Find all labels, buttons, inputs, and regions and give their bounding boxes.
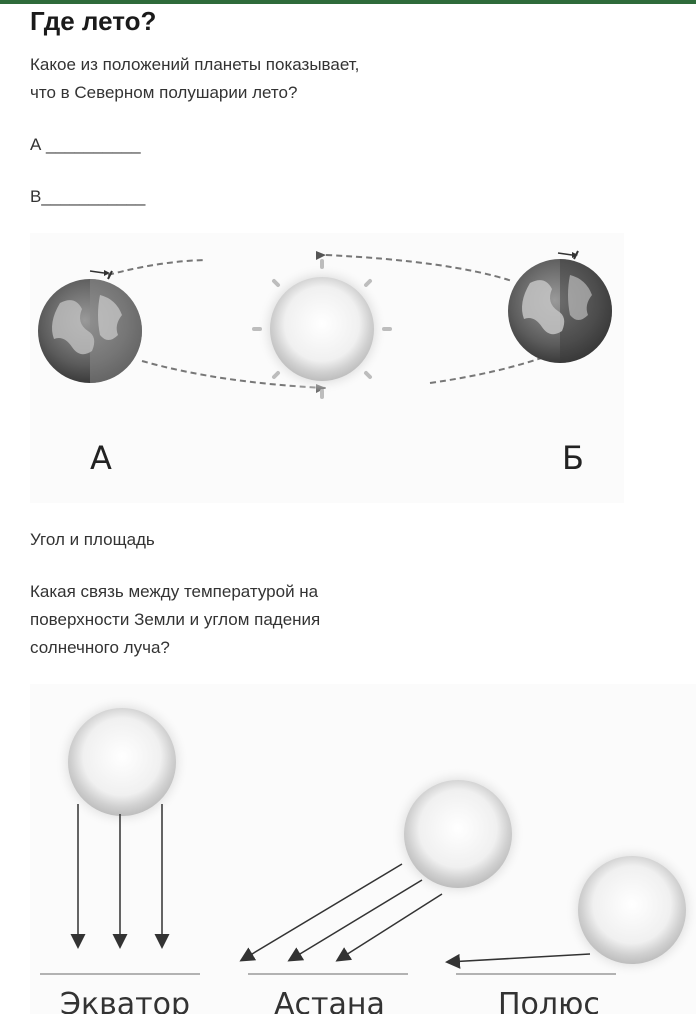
position-label-b: Б [562, 439, 584, 477]
question-temperature-line1: Какая связь между температурой на [30, 582, 319, 601]
sun-icon [54, 694, 190, 830]
page-title: Где лето? [30, 6, 157, 36]
question-summer [30, 51, 490, 107]
question-summer-line2: что в Северном полушарии лето? [30, 83, 298, 102]
sun-angle-figure [30, 684, 696, 1014]
label-astana: Астана [274, 987, 385, 1014]
question-summer-line1: Какое из положений планеты показывает, [30, 55, 360, 74]
orbit-figure [30, 233, 624, 503]
question-temperature [30, 578, 410, 662]
label-equator: Экватор [60, 987, 191, 1014]
section-heading-angle: Угол и площадь [30, 530, 155, 549]
question-temperature-line2: поверхности Земли и углом падения [30, 610, 321, 629]
sun-icon [390, 766, 526, 902]
sun-icon [254, 261, 390, 397]
answer-line-a: А __________ [30, 135, 141, 154]
sun-icon [564, 842, 696, 978]
label-pole: Полюс [498, 987, 600, 1014]
position-label-a: А [90, 439, 112, 477]
top-accent-bar [0, 0, 696, 4]
question-temperature-line3: солнечного луча? [30, 638, 170, 657]
answer-line-b: В___________ [30, 187, 146, 206]
